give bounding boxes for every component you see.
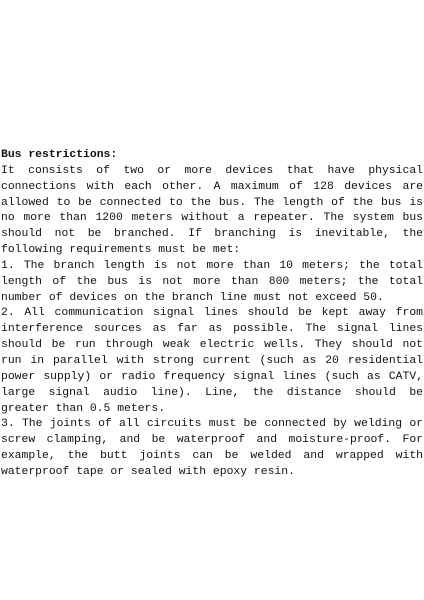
- intro-paragraph: It consists of two or more devices that have physical connections with each other. A maximum of 128 devices are allowed to be connected to the bus. The length of the bus is no more than 1200 meters without a repeater. The system bus should not be branched. If branching is inevitable, the following requirements must be met:: [1, 164, 423, 257]
- requirement-1: 1. The branch length is not more than 10 meters; the total length of the bus is not more than 800 meters; the total number of devices on the branch line must not exceed 50.: [1, 259, 423, 304]
- requirement-3: 3. The joints of all circuits must be connected by welding or screw clamping, and be waterproof and moisture-proof. For example, the butt joints can be welded and wrapped with waterproof tape or sealed with epoxy resin.: [1, 418, 423, 478]
- requirement-2: 2. All communication signal lines should be kept away from interference sources as far as possible. The signal lines should be run through weak electric wells. They should not run in parallel with strong current (such as 20 residential power supply) or radio frequency signal lines (such as CATV, large signal audio line). Line, the distance should be greater than 0.5 meters.: [1, 307, 423, 415]
- document-body: [0, 148, 424, 481]
- section-heading: Bus restrictions:: [1, 149, 118, 161]
